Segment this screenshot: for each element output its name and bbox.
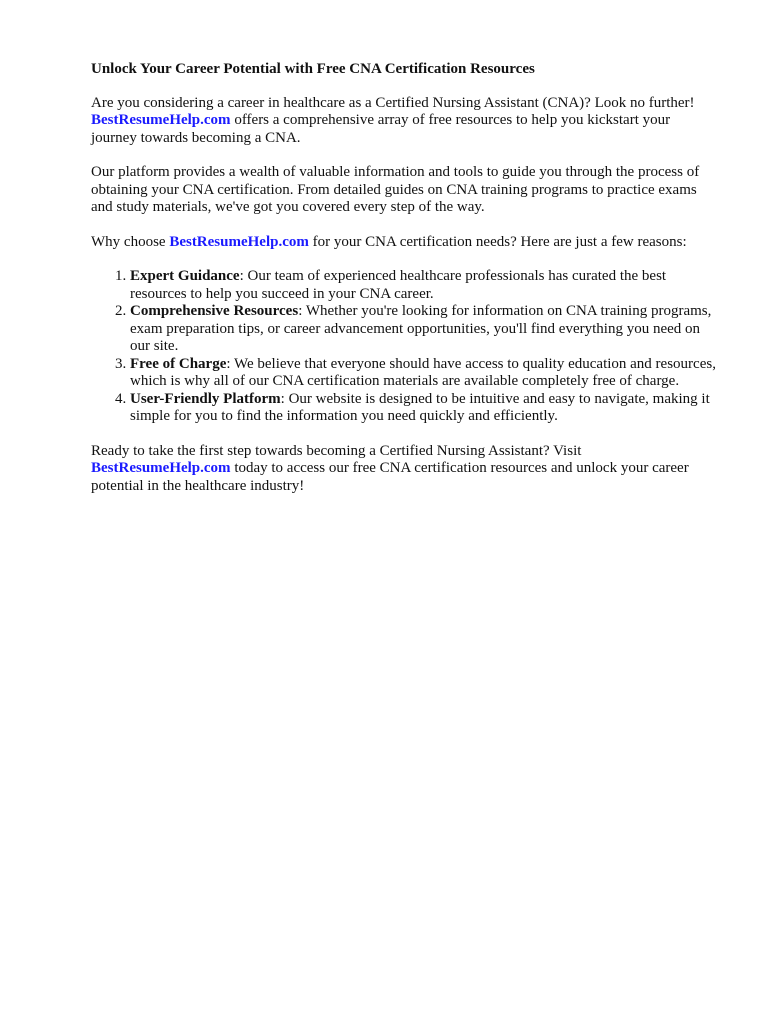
bestresumehelp-link-why[interactable]: BestResumeHelp.com (169, 233, 309, 250)
why-choose-text-after: for your CNA certification needs? Here are just a few reasons: (308, 233, 687, 250)
reason-term: User-Friendly Platform (130, 390, 281, 407)
reason-term: Comprehensive Resources (130, 303, 299, 319)
reasons-list (91, 268, 718, 426)
call-to-action-paragraph (91, 443, 718, 496)
intro-text-after: offers a comprehensive array of free resources to help you kickstart your journey towards becoming a CNA. (91, 112, 671, 146)
platform-paragraph: Our platform provides a wealth of valuable information and tools to guide you through the process of obtaining your CNA certification. From detailed guides on CNA training programs to practice exams and study materials, we've got you covered every step of the way. (91, 164, 700, 215)
reason-text: : Our team of experienced healthcare professionals has curated the best resources to help you succeed in your CNA career. (130, 268, 667, 302)
reason-text: : Our website is designed to be intuitive and easy to navigate, making it simple for you to find the information you need quickly and efficiently. (130, 390, 710, 424)
bestresumehelp-link-cta[interactable]: BestResumeHelp.com (91, 460, 231, 476)
cta-text-after: today to access our free CNA certification resources and unlock your career potential in the healthcare industry! (91, 460, 689, 494)
reason-item (130, 356, 718, 391)
reason-term: Free of Charge (130, 355, 227, 372)
reason-text: : We believe that everyone should have access to quality education and resources, which is why all of our CNA certification materials are available completely free of charge. (130, 355, 716, 389)
intro-paragraph (91, 95, 718, 148)
reason-item (130, 303, 718, 356)
why-choose-text-before: Why choose (91, 233, 170, 250)
reason-term: Expert Guidance (130, 268, 240, 284)
reason-item (130, 391, 718, 426)
why-choose-paragraph (91, 234, 718, 252)
reason-text: : Whether you're looking for information on CNA training programs, exam preparation tips, or career advancement opportunities, you'll find everything you need on our site. (130, 303, 712, 354)
bestresumehelp-link-intro[interactable]: BestResumeHelp.com (91, 112, 231, 128)
intro-text-before: Are you considering a career in healthcare as a Certified Nursing Assistant (CNA)? Look no further! (91, 94, 695, 111)
document-title: Unlock Your Career Potential with Free CNA Certification Resources (91, 61, 535, 77)
cta-text-before: Ready to take the first step towards becoming a Certified Nursing Assistant? Visit (91, 442, 582, 459)
reason-item (130, 268, 718, 303)
